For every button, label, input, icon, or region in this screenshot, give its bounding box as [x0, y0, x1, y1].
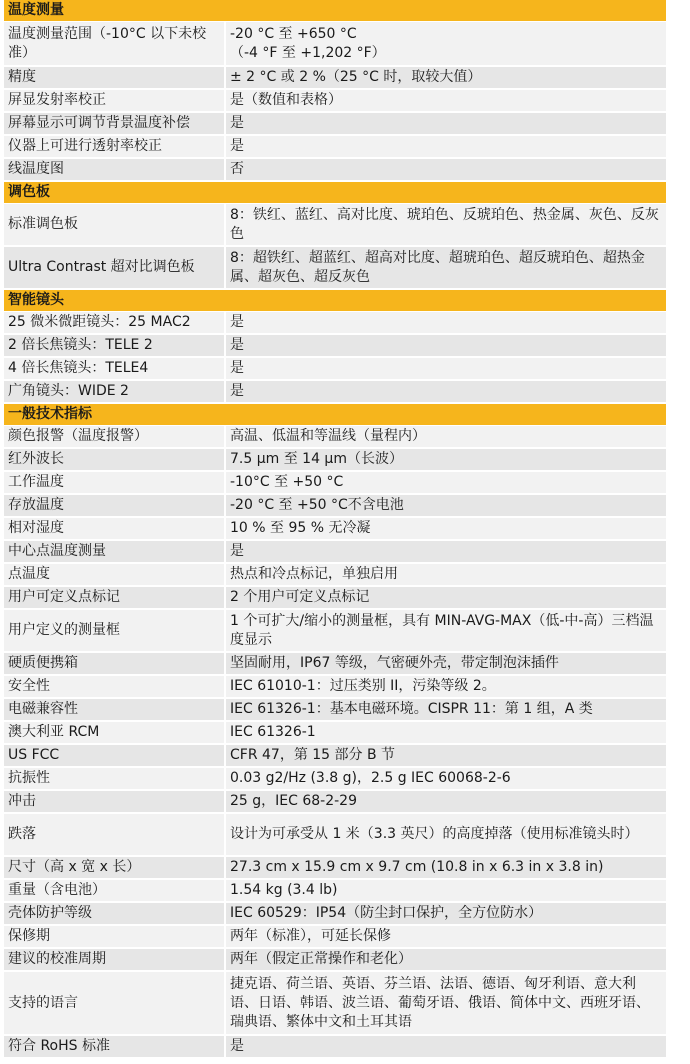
spec-label: 广角镜头：WIDE 2: [4, 381, 226, 404]
spec-value-line: 是: [230, 138, 244, 154]
spec-value: [226, 587, 666, 610]
spec-row: [4, 610, 666, 653]
spec-value: [226, 610, 666, 653]
spec-value: [226, 136, 666, 159]
spec-label: 仪器上可进行透射率校正: [4, 136, 226, 159]
spec-label: 用户可定义点标记: [4, 587, 226, 610]
spec-row: [4, 926, 666, 949]
section-header: [4, 0, 666, 22]
spec-value-line: 是: [230, 115, 244, 131]
spec-row: [4, 381, 666, 404]
spec-value-line: IEC 60529：IP54（防尘封口保护，全方位防水）: [230, 905, 543, 921]
spec-row: [4, 204, 666, 247]
spec-label: 精度: [4, 67, 226, 90]
spec-value-line: 27.3 cm x 15.9 cm x 9.7 cm (10.8 in x 6.3 in x 3.8 in): [230, 859, 604, 875]
spec-label: 4 倍长焦镜头：TELE4: [4, 358, 226, 381]
spec-value-line: 是: [230, 383, 244, 399]
spec-row: [4, 541, 666, 564]
spec-value: [226, 745, 666, 768]
spec-row: [4, 745, 666, 768]
spec-value: [226, 90, 666, 113]
spec-value-line: 是: [230, 543, 244, 559]
spec-value-line: CFR 47，第 15 部分 B 节: [230, 747, 396, 763]
spec-value: [226, 676, 666, 699]
spec-value: [226, 204, 666, 247]
spec-row: [4, 358, 666, 381]
spec-label: US FCC: [4, 745, 226, 768]
spec-row: [4, 587, 666, 610]
spec-row: [4, 247, 666, 290]
spec-value-line: 0.03 g2/Hz (3.8 g)，2.5 g IEC 60068-2-6: [230, 770, 511, 786]
spec-value: [226, 358, 666, 381]
spec-value: [226, 449, 666, 472]
spec-table: [4, 0, 666, 1059]
spec-label: 建议的校准周期: [4, 949, 226, 972]
spec-value: [226, 312, 666, 335]
spec-label: 红外波长: [4, 449, 226, 472]
spec-label: 重量（含电池）: [4, 880, 226, 903]
spec-value-line: 坚固耐用，IP67 等级，气密硬外壳，带定制泡沫插件: [230, 655, 559, 671]
spec-value: [226, 722, 666, 745]
section-header: [4, 404, 666, 426]
spec-value-line: 两年（标准），可延长保修: [230, 928, 391, 944]
spec-value: [226, 67, 666, 90]
spec-value-line: IEC 61326-1：基本电磁环境。CISPR 11：第 1 组，A 类: [230, 701, 593, 717]
spec-label: 工作温度: [4, 472, 226, 495]
spec-value: [226, 857, 666, 880]
spec-value: [226, 972, 666, 1036]
spec-value: [226, 880, 666, 903]
section-header: [4, 290, 666, 312]
spec-value-line: ± 2 °C 或 2 %（25 °C 时，取较大值）: [230, 69, 482, 85]
spec-value-line: 是: [230, 1038, 244, 1054]
spec-row: [4, 335, 666, 358]
spec-value-line: 否: [230, 161, 244, 177]
spec-value: [226, 335, 666, 358]
spec-row: [4, 722, 666, 745]
spec-row: [4, 564, 666, 587]
spec-row: [4, 768, 666, 791]
spec-label: 尺寸（高 x 宽 x 长）: [4, 857, 226, 880]
spec-row: [4, 880, 666, 903]
spec-value: [226, 247, 666, 290]
spec-row: [4, 449, 666, 472]
spec-value-line: 是（数值和表格）: [230, 92, 342, 108]
spec-row: [4, 972, 666, 1036]
spec-label: 抗振性: [4, 768, 226, 791]
spec-row: [4, 22, 666, 67]
spec-value: [226, 426, 666, 449]
spec-value: [226, 949, 666, 972]
spec-value: [226, 518, 666, 541]
spec-value: [226, 541, 666, 564]
spec-label: 温度测量范围（-10°C 以下未校准）: [4, 22, 226, 67]
spec-value-line: 10 % 至 95 % 无冷凝: [230, 520, 371, 536]
spec-value-line: 高温、低温和等温线（量程内）: [230, 428, 426, 444]
spec-label: 冲击: [4, 791, 226, 814]
spec-value: [226, 768, 666, 791]
spec-value: [226, 495, 666, 518]
spec-label: 25 微米微距镜头：25 MAC2: [4, 312, 226, 335]
spec-value-line: 设计为可承受从 1 米（3.3 英尺）的高度掉落（使用标准镜头时）: [230, 826, 639, 842]
spec-value-line: IEC 61326-1: [230, 724, 316, 740]
spec-label: 支持的语言: [4, 972, 226, 1036]
spec-value-line: 是: [230, 360, 244, 376]
spec-label: 2 倍长焦镜头：TELE 2: [4, 335, 226, 358]
spec-row: [4, 699, 666, 722]
spec-value: [226, 653, 666, 676]
spec-value: [226, 159, 666, 182]
spec-row: [4, 676, 666, 699]
spec-label: 点温度: [4, 564, 226, 587]
spec-label: 符合 RoHS 标准: [4, 1036, 226, 1059]
spec-label: 保修期: [4, 926, 226, 949]
spec-row: [4, 90, 666, 113]
spec-label: 相对湿度: [4, 518, 226, 541]
spec-row: [4, 791, 666, 814]
spec-row: [4, 495, 666, 518]
spec-row: [4, 159, 666, 182]
spec-label: 颜色报警（温度报警）: [4, 426, 226, 449]
spec-label: 电磁兼容性: [4, 699, 226, 722]
spec-value: [226, 564, 666, 587]
section-title: 温度测量: [4, 0, 666, 22]
spec-value: [226, 472, 666, 495]
spec-row: [4, 518, 666, 541]
spec-value-line: 1.54 kg (3.4 lb): [230, 882, 338, 898]
spec-row: [4, 136, 666, 159]
spec-value: [226, 22, 666, 67]
spec-row: [4, 1036, 666, 1059]
spec-value-line: 8：铁红、蓝红、高对比度、琥珀色、反琥珀色、热金属、灰色、反灰色: [230, 206, 659, 242]
spec-value-line: IEC 61010-1：过压类别 II，污染等级 2。: [230, 678, 496, 694]
spec-row: [4, 857, 666, 880]
spec-label: 标准调色板: [4, 204, 226, 247]
spec-value-line: 两年（假定正常操作和老化）: [230, 951, 412, 967]
spec-value-line: -20 °C 至 +650 °C: [230, 25, 357, 42]
spec-row: [4, 814, 666, 857]
spec-row: [4, 312, 666, 335]
spec-row: [4, 949, 666, 972]
spec-value: [226, 926, 666, 949]
spec-table-body: [4, 0, 666, 1059]
spec-label: 屏显发射率校正: [4, 90, 226, 113]
spec-value-line: 是: [230, 314, 244, 330]
spec-value: [226, 791, 666, 814]
spec-value-line: 8：超铁红、超蓝红、超高对比度、超琥珀色、超反琥珀色、超热金属、超灰色、超反灰色: [230, 249, 645, 285]
spec-value-line: -20 °C 至 +50 °C不含电池: [230, 497, 404, 513]
spec-value-line: 热点和冷点标记，单独启用: [230, 566, 398, 582]
spec-row: [4, 113, 666, 136]
spec-label: 线温度图: [4, 159, 226, 182]
spec-label: 壳体防护等级: [4, 903, 226, 926]
spec-value: [226, 699, 666, 722]
spec-row: [4, 472, 666, 495]
spec-label: 硬质便携箱: [4, 653, 226, 676]
spec-value-line: 1 个可扩大/缩小的测量框，具有 MIN-AVG-MAX（低-中-高）三档温度显示: [230, 612, 654, 648]
spec-value: [226, 381, 666, 404]
spec-label: 跌落: [4, 814, 226, 857]
spec-value-line: 2 个用户可定义点标记: [230, 589, 370, 605]
spec-value-line: （-4 °F 至 +1,202 °F）: [230, 44, 386, 61]
spec-row: [4, 426, 666, 449]
spec-row: [4, 903, 666, 926]
spec-label: 中心点温度测量: [4, 541, 226, 564]
spec-value: [226, 113, 666, 136]
spec-label: 屏幕显示可调节背景温度补偿: [4, 113, 226, 136]
spec-label: 澳大利亚 RCM: [4, 722, 226, 745]
spec-label: Ultra Contrast 超对比调色板: [4, 247, 226, 290]
section-header: [4, 182, 666, 204]
section-title: 智能镜头: [4, 290, 666, 312]
spec-row: [4, 653, 666, 676]
spec-value-line: -10°C 至 +50 °C: [230, 474, 344, 490]
spec-value: [226, 1036, 666, 1059]
spec-label: 用户定义的测量框: [4, 610, 226, 653]
spec-value-line: 7.5 μm 至 14 μm（长波）: [230, 451, 403, 467]
spec-value-line: 25 g，IEC 68-2-29: [230, 793, 357, 809]
spec-row: [4, 67, 666, 90]
spec-label: 存放温度: [4, 495, 226, 518]
spec-value: [226, 903, 666, 926]
spec-value-line: 捷克语、荷兰语、英语、芬兰语、法语、德语、匈牙利语、意大利语、日语、韩语、波兰语、葡萄牙语、俄语、简体中文、西班牙语、瑞典语、繁体中文和土耳其语: [230, 975, 650, 1030]
section-title: 调色板: [4, 182, 666, 204]
spec-value: [226, 814, 666, 857]
section-title: 一般技术指标: [4, 404, 666, 426]
spec-label: 安全性: [4, 676, 226, 699]
spec-value-line: 是: [230, 337, 244, 353]
